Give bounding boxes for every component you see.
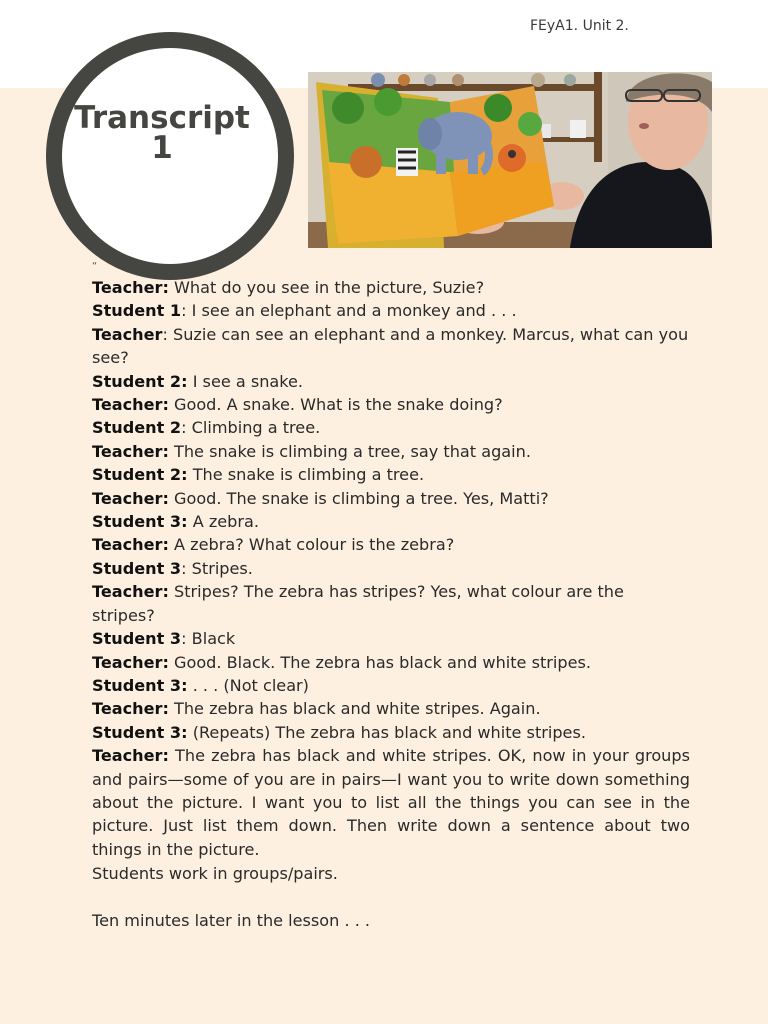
utterance: What do you see in the picture, Suzie? <box>168 278 485 297</box>
speaker-label: Teacher: <box>92 699 169 719</box>
utterance: I see a snake. <box>187 371 304 391</box>
speaker-label: Student 2: <box>92 371 188 391</box>
utterance: A zebra. <box>187 512 259 532</box>
speaker-label: Teacher: <box>92 652 169 672</box>
utterance: : Climbing a tree. <box>181 418 321 438</box>
dialogue-lines <box>92 276 690 861</box>
utterance: Good. The snake is climbing a tree. Yes, Matti? <box>168 488 549 508</box>
badge-title <box>46 100 278 166</box>
speaker-label: Teacher: <box>92 278 169 297</box>
dialogue-line <box>92 440 690 463</box>
speaker-label: Teacher: <box>92 441 169 461</box>
speaker-label: Student 3 <box>92 558 182 578</box>
speaker-label: Teacher <box>92 324 163 344</box>
utterance: The snake is climbing a tree, say that again. <box>168 441 531 461</box>
badge-title-number: 1 <box>151 130 173 166</box>
utterance: Good. A snake. What is the snake doing? <box>168 395 503 415</box>
speaker-label: Teacher: <box>92 395 169 415</box>
dialogue-line <box>92 487 690 510</box>
dialogue-line <box>92 393 690 416</box>
dialogue-line <box>92 651 690 674</box>
dialogue-line <box>92 463 690 486</box>
utterance: : Stripes. <box>181 558 253 578</box>
dialogue-line <box>92 627 690 650</box>
utterance: : Suzie can see an elephant and a monkey. Marcus, what can you see? <box>92 324 689 368</box>
utterance: The zebra has black and white stripes. Again. <box>168 699 541 719</box>
lesson-photo <box>308 72 712 248</box>
dialogue-line <box>92 323 690 370</box>
open-quote: “ <box>92 261 98 272</box>
dialogue-line <box>92 533 690 556</box>
utterance: Good. Black. The zebra has black and white stripes. <box>168 652 591 672</box>
dialogue-line <box>92 276 690 299</box>
dialogue-line <box>92 510 690 533</box>
speaker-label: Teacher: <box>92 582 169 602</box>
utterance: : Black <box>181 629 236 649</box>
dialogue-line <box>92 580 690 627</box>
utterance: The zebra has black and white stripes. OK, now in your groups and pairs—some of you are in pairs—I want you to write down something about the picture. I want you to list all the things you can see in the picture. Just list them down. Then write down a sentence about two things in the picture. <box>92 746 690 859</box>
dialogue-line <box>92 370 690 393</box>
dialogue-line <box>92 744 690 861</box>
unit-reference: FEyA1. Unit 2. <box>530 18 629 34</box>
teacher-reading-picture-book-image <box>308 72 712 248</box>
dialogue-line <box>92 416 690 439</box>
speaker-label: Student 3: <box>92 512 188 532</box>
speaker-label: Student 1 <box>92 301 182 321</box>
dialogue-line <box>92 721 690 744</box>
utterance: (Repeats) The zebra has black and white stripes. <box>187 722 586 742</box>
utterance: . . . (Not clear) <box>187 675 309 695</box>
utterance: Stripes? The zebra has stripes? Yes, what colour are the stripes? <box>92 582 624 625</box>
speaker-label: Student 3 <box>92 629 182 649</box>
speaker-label: Student 2 <box>92 418 182 438</box>
dialogue-line <box>92 557 690 580</box>
dialogue-line <box>92 697 690 720</box>
students-work-note: Students work in groups/pairs. <box>92 864 338 883</box>
utterance: : I see an elephant and a monkey and . . . <box>181 301 517 321</box>
speaker-label: Teacher: <box>92 535 169 555</box>
speaker-label: Teacher: <box>92 746 169 766</box>
speaker-label: Teacher: <box>92 488 169 508</box>
dialogue-line <box>92 674 690 697</box>
speaker-label: Student 2: <box>92 465 188 485</box>
ten-minutes-note: Ten minutes later in the lesson . . . <box>92 911 371 930</box>
dialogue-line <box>92 299 690 322</box>
utterance: The snake is climbing a tree. <box>187 465 425 485</box>
utterance: A zebra? What colour is the zebra? <box>168 535 455 555</box>
transcript-text <box>92 258 690 861</box>
badge-title-word: Transcript <box>74 100 250 136</box>
speaker-label: Student 3: <box>92 675 188 695</box>
speaker-label: Student 3: <box>92 722 188 742</box>
